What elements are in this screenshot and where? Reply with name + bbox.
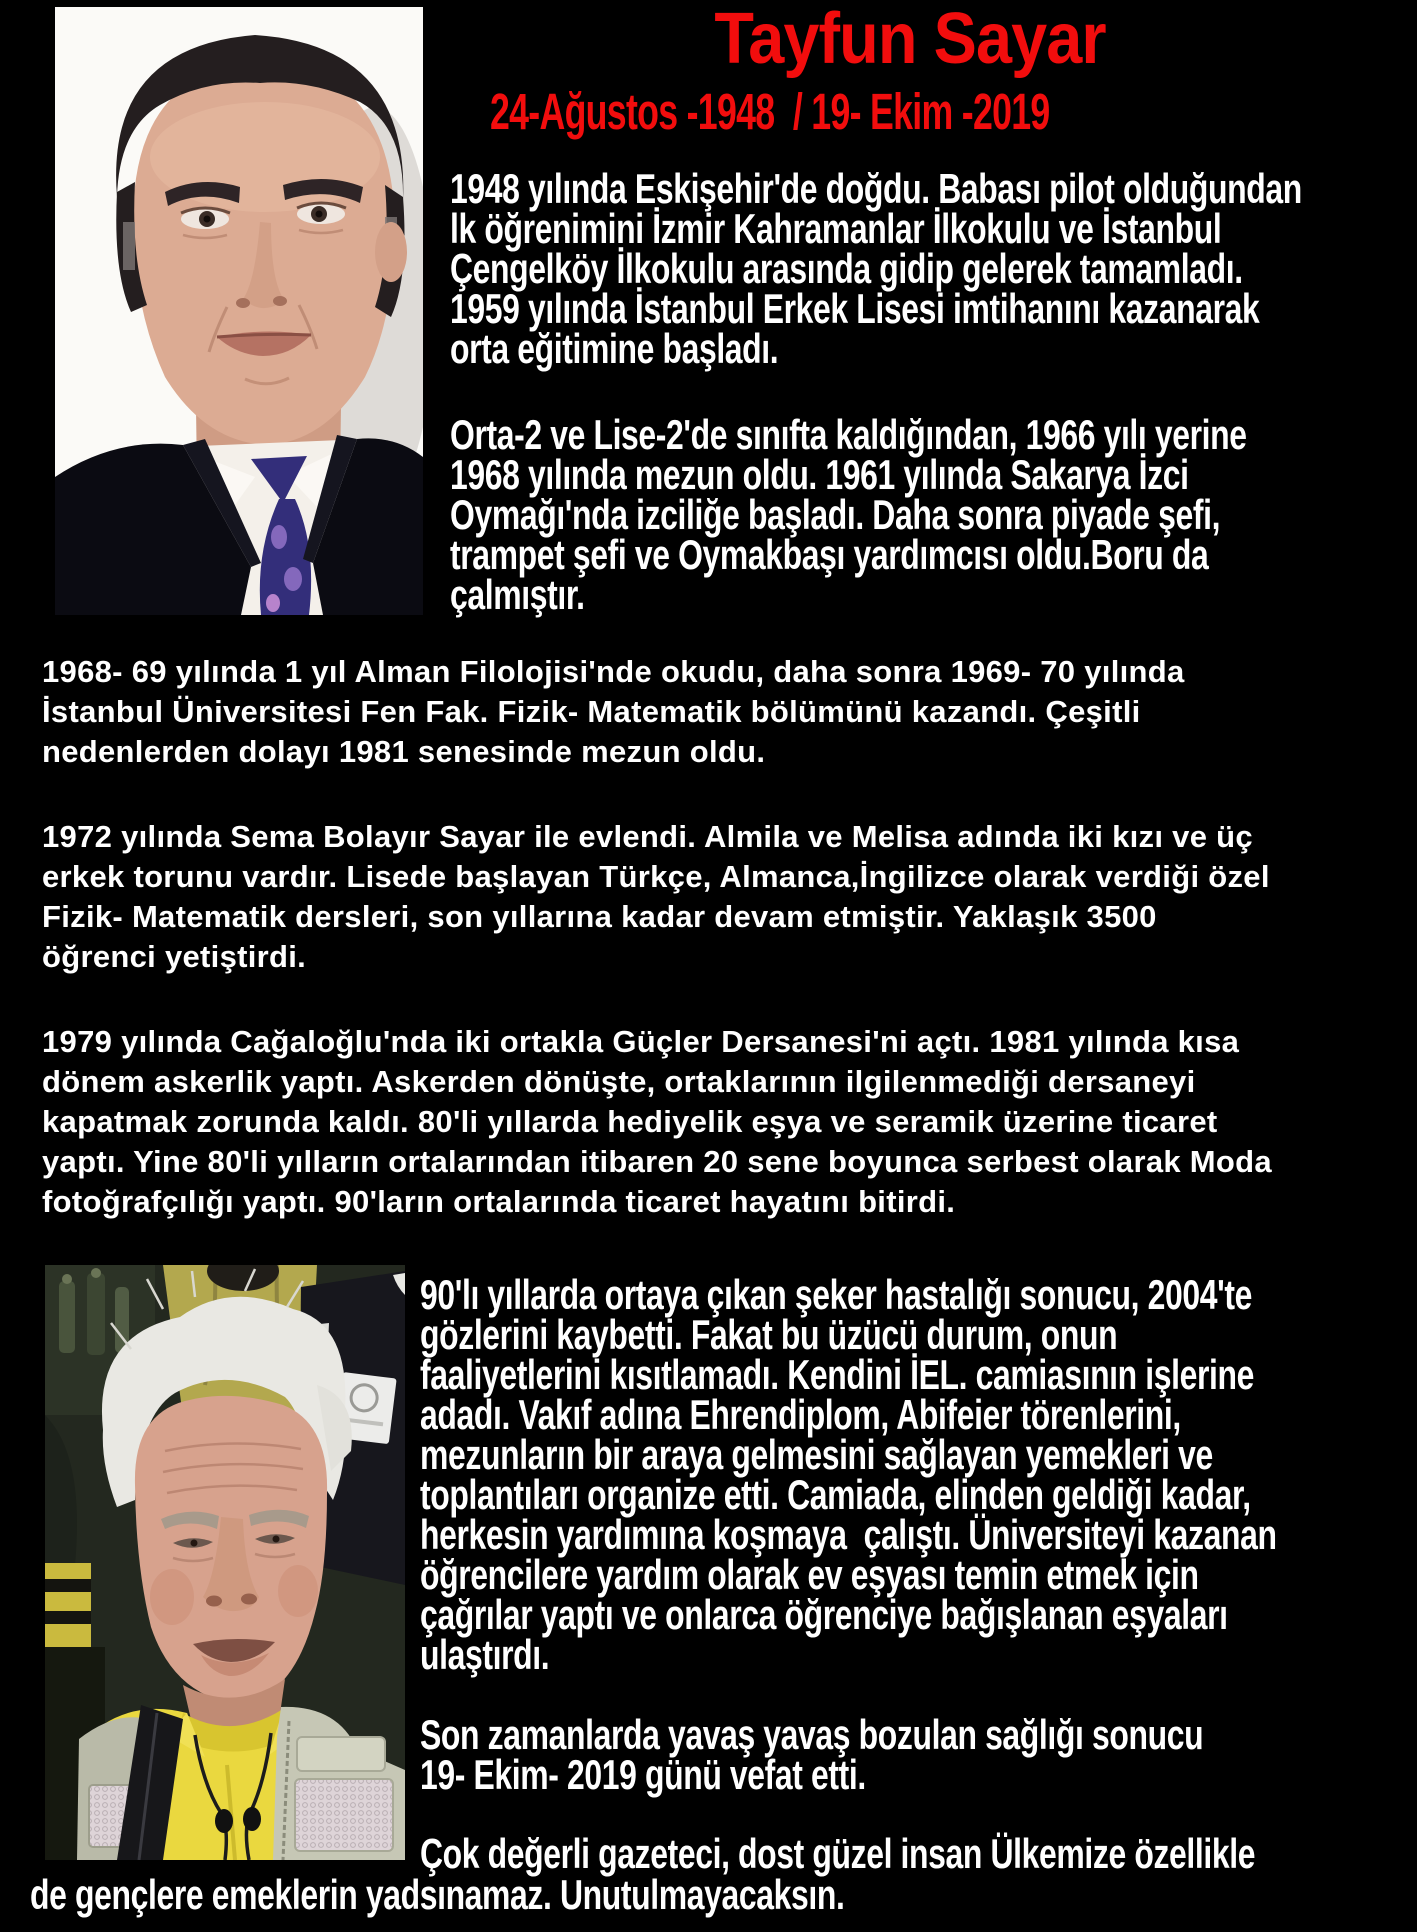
portrait-photo-illustration [55,7,423,615]
text-line: gözlerini kaybetti. Fakat bu üzücü durum, onun [420,1311,1118,1358]
text-line: Çengelköy İlkokulu arasında gidip gelerek tamamladı. [450,245,1243,292]
portrait-suit-and-tie [55,435,423,615]
photo-later-years [45,1265,405,1860]
paragraph-business-photography [42,1022,1272,1222]
text-line: 1959 yılında İstanbul Erkek Lisesi imtihanını kazanarak [450,285,1260,332]
later-years-photo-illustration [45,1265,405,1860]
portrait-photo-formal [55,7,423,615]
page-title: Tayfun Sayar [714,0,1106,79]
text-line: Çok değerli gazeteci, dost güzel insan Ülkemize özellikle [420,1830,1256,1877]
text-line: nedenlerden dolayı 1981 senesinde mezun oldu. [42,734,766,769]
text-line: adadı. Vakıf adına Ehrendiplom, Abifeier törenlerini, [420,1391,1181,1438]
text-line: Orta-2 ve Lise-2'de sınıfta kaldığından, 1966 yılı yerine [450,411,1247,458]
text-line: çağrılar yaptı ve onlarca öğrenciye bağışlanan eşyaları [420,1591,1228,1638]
text-line: 1968- 69 yılında 1 yıl Alman Filolojisi'nde okudu, daha sonra 1969- 70 yılında [42,654,1185,689]
text-line: 1979 yılında Cağaloğlu'nda iki ortakla Güçler Dersanesi'ni açtı. 1981 yılında kısa [42,1024,1240,1059]
text-line: dönem askerlik yaptı. Askerden dönüşte, ortaklarının ilgilenmediği dersaneyi [42,1064,1196,1099]
text-line: çalmıştır. [450,571,585,618]
text-line: 1948 yılında Eskişehir'de doğdu. Babası pilot olduğundan [450,165,1302,212]
paragraph-death [420,1711,1204,1798]
paragraph-family-teaching [42,817,1270,977]
text-line: İstanbul Üniversitesi Fen Fak. Fizik- Matematik bölümünü kazandı. Çeşitli [42,694,1141,729]
text-line: 19- Ekim- 2019 günü vefat etti. [420,1751,866,1798]
text-line: 1968 yılında mezun oldu. 1961 yılında Sakarya İzci [450,451,1189,498]
text-line: erkek torunu vardır. Lisede başlayan Türkçe, Almanca,İngilizce olarak verdiği özel [42,859,1270,894]
text-line: lk öğrenimini İzmir Kahramanlar İlkokulu ve İstanbul [450,205,1222,252]
text-line: trampet şefi ve Oymakbaşı yardımcısı oldu.Boru da [450,531,1209,578]
paragraph-farewell-line-2 [30,1871,845,1918]
text-line: orta eğitimine başladı. [450,325,779,372]
text-line: 90'lı yıllarda ortaya çıkan şeker hastalığı sonucu, 2004'te [420,1271,1252,1318]
paragraph-early-life [450,165,1302,372]
text-line: mezunların bir araya gelmesini sağlayan yemekleri ve [420,1431,1213,1478]
text-line: yaptı. Yine 80'li yılların ortalarından itibaren 20 sene boyunca serbest olarak Moda [42,1144,1272,1179]
text-line: fotoğrafçılığı yaptı. 90'ların ortalarında ticaret hayatını bitirdi. [42,1184,956,1219]
text-line: herkesin yardımına koşmaya çalıştı. Üniversiteyi kazanan [420,1511,1277,1558]
text-line: Oymağı'nda izciliğe başladı. Daha sonra piyade şefi, [450,491,1221,538]
text-line: öğrenci yetiştirdi. [42,939,307,974]
text-line: Son zamanlarda yavaş yavaş bozulan sağlığı sonucu [420,1711,1204,1758]
text-line: ulaştırdı. [420,1631,550,1678]
text-line: Fizik- Matematik dersleri, son yıllarına kadar devam etmiştir. Yaklaşık 3500 [42,899,1157,934]
text-line: kapatmak zorunda kaldı. 80'li yıllarda hediyelik eşya ve seramik üzerine ticaret [42,1104,1218,1139]
text-line: toplantıları organize etti. Camiada, elinden geldiği kadar, [420,1471,1251,1518]
paragraph-illness-foundation [420,1271,1277,1678]
text-line: 1972 yılında Sema Bolayır Sayar ile evlendi. Almila ve Melisa adında iki kızı ve üç [42,819,1253,854]
paragraph-farewell-line-1 [420,1830,1256,1877]
birth-death-dates: 24-Ağustos -1948 / 19- Ekim -2019 [490,83,1050,140]
paragraph-school-scouting [450,411,1247,618]
text-line: de gençlere emeklerin yadsınamaz. Unutulmayacaksın. [30,1871,845,1918]
paragraph-university [42,652,1185,772]
text-line: öğrencilere yardım olarak ev eşyası temin etmek için [420,1551,1199,1598]
text-line: faaliyetlerini kısıtlamadı. Kendini İEL. camiasının işlerine [420,1351,1255,1398]
